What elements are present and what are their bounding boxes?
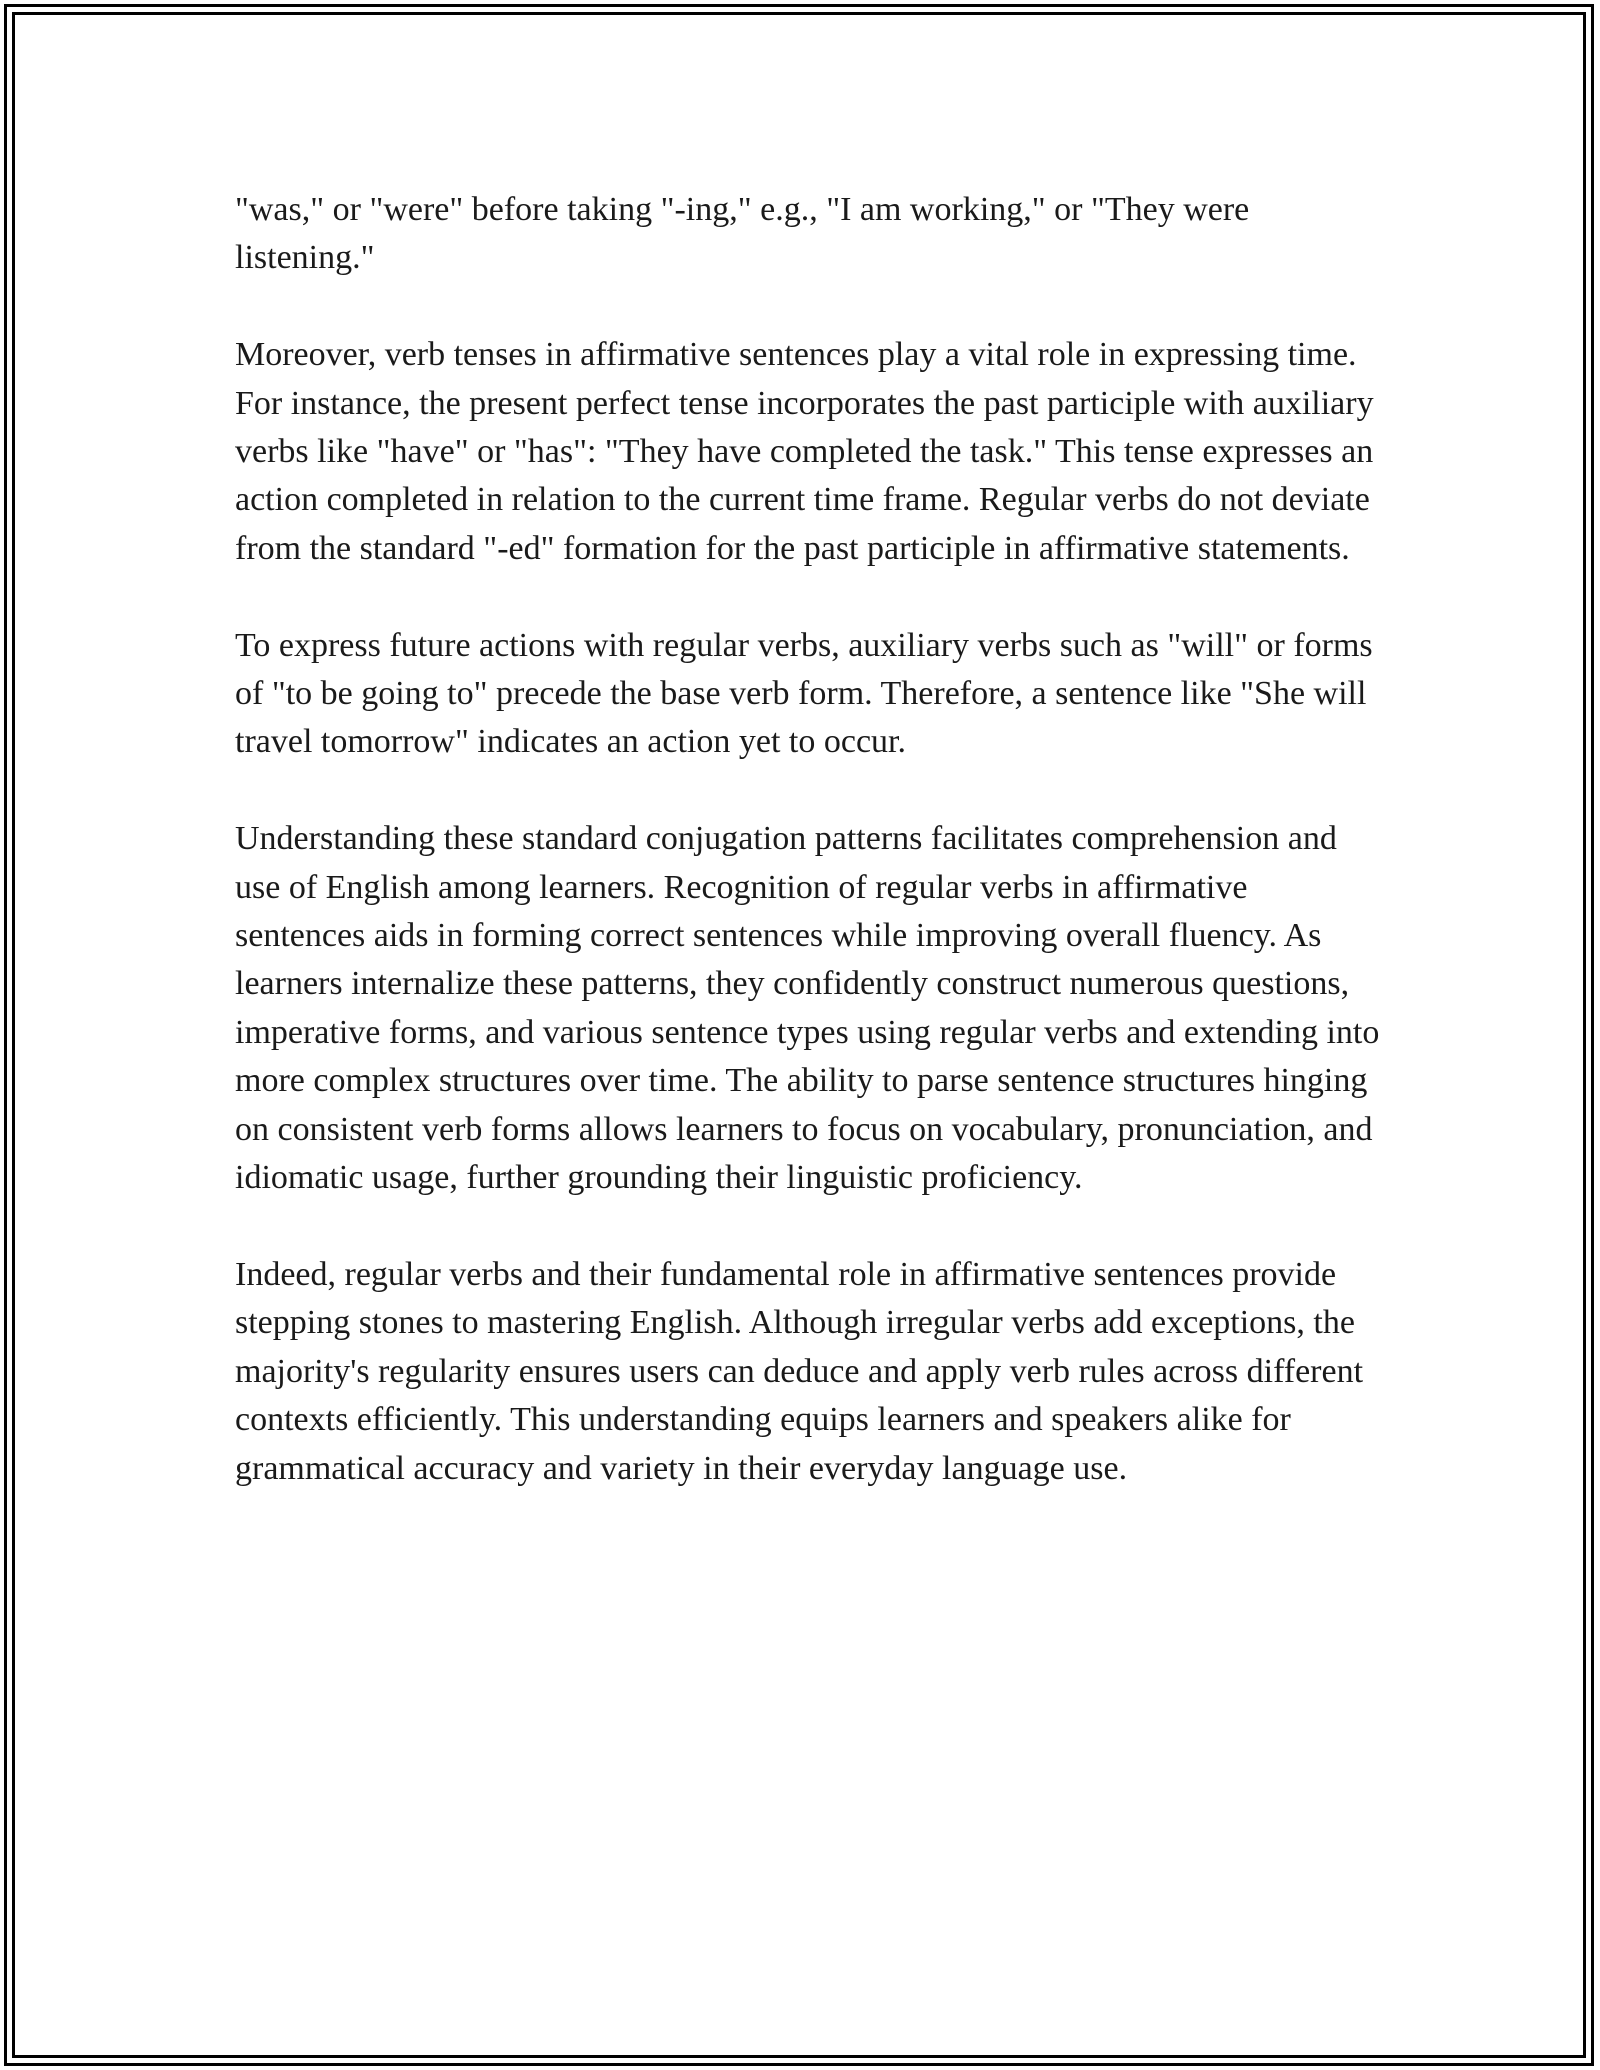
- paragraph-verb-tenses: Moreover, verb tenses in affirmative sentences play a vital role in expressing time. For instance, the present perfect tense incorporates the past participle with auxiliary verbs like "have" or "has": "They have completed the task." This tense expresses an action completed in relation to the current time frame. Regular verbs do not deviate from the standard "-ed" formation for the past participle in affirmative statements.: [235, 336, 1374, 567]
- paragraph-conjugation-patterns: Understanding these standard conjugation patterns facilitates comprehension and use of English among learners. Recognition of regular verbs in affirmative sentences aids in forming correct sentences while improving overall fluency. As learners internalize these patterns, they confidently construct numerous questions, imperative forms, and various sentence types using regular verbs and extending into more complex structures over time. The ability to parse sentence structures hinging on consistent verb forms allows learners to focus on vocabulary, pronunciation, and idiomatic usage, further grounding their linguistic proficiency.: [235, 820, 1380, 1197]
- document-body: [235, 186, 1380, 1541]
- paragraph-continuation: "was," or "were" before taking "-ing," e.g., "I am working," or "They were listening.": [235, 191, 1250, 277]
- paragraph-future-actions: To express future actions with regular verbs, auxiliary verbs such as "will" or forms of "to be going to" precede the base verb form. Therefore, a sentence like "She will travel tomorrow" indicates an action yet to occur.: [235, 626, 1373, 761]
- paragraph-conclusion: Indeed, regular verbs and their fundamental role in affirmative sentences provide stepping stones to mastering English. Although irregular verbs add exceptions, the majority's regularity ensures users can deduce and apply verb rules across different contexts efficiently. This understanding equips learners and speakers alike for grammatical accuracy and variety in their everyday language use.: [235, 1255, 1364, 1487]
